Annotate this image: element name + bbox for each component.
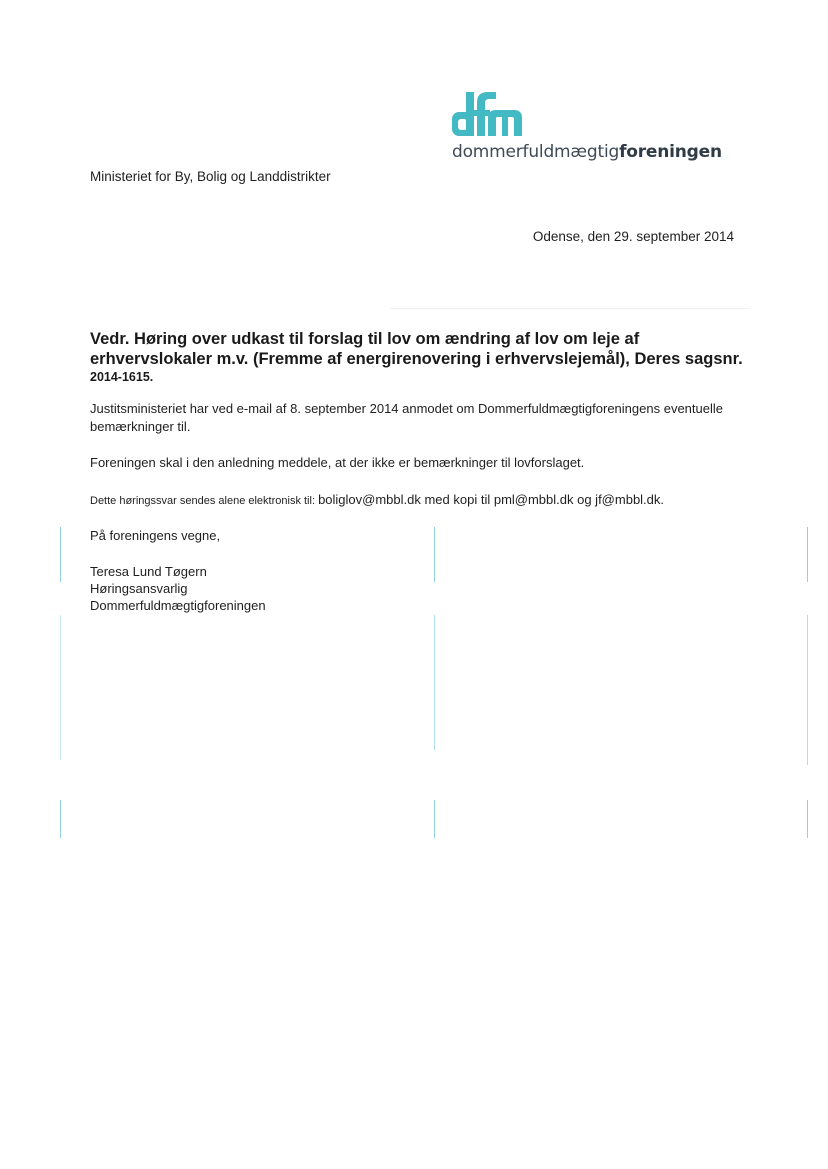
organization-logo — [452, 90, 732, 170]
wordmark-bold: foreningen — [619, 142, 722, 162]
signatory-name: Teresa Lund Tøgern — [90, 564, 207, 579]
dfm-logo-mark — [452, 90, 524, 140]
scan-mark — [60, 615, 61, 760]
paragraph-request: Justitsministeriet har ved e-mail af 8. september 2014 anmodet om Dommerfuldmægtigforeningens eventuelle bemærkninger til. — [90, 401, 723, 434]
wordmark-light: dommerfuldmægtig — [452, 142, 620, 162]
delivery-prefix: Dette høringssvar sendes alene elektronisk til: — [90, 495, 319, 507]
signatory-organization: Dommerfuldmægtigforeningen — [90, 598, 266, 613]
delivery-suffix: . — [660, 492, 665, 507]
organization-wordmark — [452, 142, 722, 162]
scan-mark — [807, 800, 808, 838]
scan-mark — [434, 615, 435, 750]
signature-block — [90, 563, 266, 614]
paragraph-response: Foreningen skal i den anledning meddele, at der ikke er bemærkninger til lovforslaget. — [90, 455, 585, 470]
scan-mark — [60, 527, 61, 582]
scan-mark — [807, 527, 808, 582]
scan-mark — [434, 527, 435, 582]
recipient-line: Ministeriet for By, Bolig og Landdistrikter — [90, 169, 331, 184]
scan-mark — [807, 615, 808, 765]
subject-heading — [90, 329, 750, 385]
delivery-emails: boliglov@mbbl.dk med kopi til pml@mbbl.dk og jf@mbbl.dk — [318, 492, 661, 507]
date-line: Odense, den 29. september 2014 — [532, 229, 734, 244]
subject-text: Vedr. Høring over udkast til forslag til lov om ændring af lov om leje af erhvervslokaler m.v. (Fremme af energirenovering i erhvervslejemål), Deres sagsnr. — [90, 330, 743, 368]
paragraph-delivery — [90, 491, 770, 510]
divider — [390, 308, 750, 309]
scan-mark — [60, 800, 61, 838]
scan-mark — [434, 800, 435, 838]
signatory-title: Høringsansvarlig — [90, 581, 188, 596]
case-number: 2014-1615. — [90, 370, 154, 384]
closing-line: På foreningens vegne, — [90, 528, 221, 543]
